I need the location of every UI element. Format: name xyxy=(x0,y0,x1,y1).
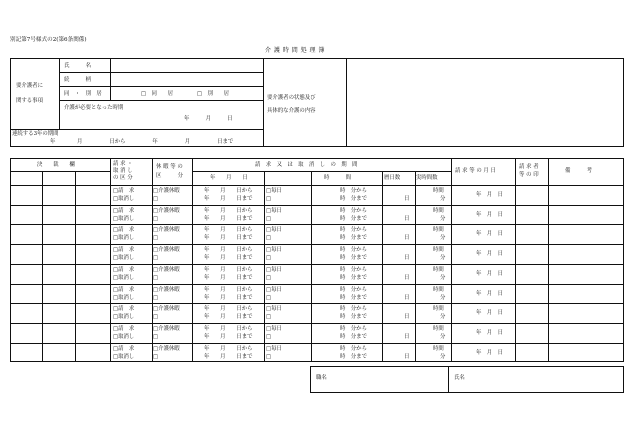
row-3-request-option[interactable]: □請 求 xyxy=(113,247,135,254)
row-1-time-to[interactable]: 時 分まで xyxy=(340,215,367,222)
row-5-date-to[interactable]: 年 月 日まで xyxy=(204,294,253,301)
row-5-daily-option[interactable]: □毎日 xyxy=(266,286,282,293)
row-3-hours-unit: 時間 xyxy=(433,247,444,254)
header-request-date: 請 求 等 の 月 日 xyxy=(455,168,496,174)
row-2-time-from[interactable]: 時 分から xyxy=(340,227,367,234)
row-6-remarks-field[interactable] xyxy=(549,304,623,322)
row-0-seal-field[interactable] xyxy=(516,186,547,204)
row-6-other-leave-option[interactable]: □ xyxy=(153,314,159,321)
row-2-seal-field[interactable] xyxy=(516,225,547,243)
row-4-daily-option[interactable]: □毎日 xyxy=(266,266,282,273)
header-date: 年 月 日 xyxy=(210,175,248,181)
row-3-care-leave-option[interactable]: □介護休暇 xyxy=(153,247,180,254)
row-7-time-to[interactable]: 時 分まで xyxy=(340,333,367,340)
row-7-care-leave-option[interactable]: □介護休暇 xyxy=(153,325,180,332)
row-1-daily-option[interactable]: □毎日 xyxy=(266,207,282,214)
row-6-time-to[interactable]: 時 分まで xyxy=(340,314,367,321)
need-date-value[interactable]: 年 月 日 xyxy=(184,116,233,122)
row-8-request-option[interactable]: □請 求 xyxy=(113,345,135,352)
row-1-date-to[interactable]: 年 月 日まで xyxy=(204,215,253,222)
header-time: 時 間 xyxy=(324,175,351,181)
row-8-seal-field[interactable] xyxy=(516,344,547,362)
row-2-other-leave-option[interactable]: □ xyxy=(153,235,159,242)
name-field[interactable] xyxy=(111,59,262,71)
row-6-time-from[interactable]: 時 分から xyxy=(340,306,367,313)
row-6-minutes-unit: 分 xyxy=(440,314,446,321)
row-8-other-option[interactable]: □ xyxy=(266,353,272,360)
row-7-time-from[interactable]: 時 分から xyxy=(340,325,367,332)
row-3-minutes-unit: 分 xyxy=(440,255,446,262)
row-2-remarks-field[interactable] xyxy=(549,225,623,243)
row-6-care-leave-option[interactable]: □介護休暇 xyxy=(153,306,180,313)
row-0-time-from[interactable]: 時 分から xyxy=(340,188,367,194)
row-5-date-from[interactable]: 年 月 日から xyxy=(204,286,253,293)
row-4-care-leave-option[interactable]: □介護休暇 xyxy=(153,266,180,273)
row-1-request-option[interactable]: □請 求 xyxy=(113,207,135,214)
row-7-days-unit: 日 xyxy=(404,333,410,340)
row-4-date-from[interactable]: 年 月 日から xyxy=(204,266,253,273)
header-seal-2: 等 の 印 xyxy=(519,172,539,178)
row-7-seal-field[interactable] xyxy=(516,324,547,342)
row-1-time-from[interactable]: 時 分から xyxy=(340,207,367,214)
row-1-remarks-field[interactable] xyxy=(549,206,623,224)
row-1-other-option[interactable]: □ xyxy=(266,215,272,222)
signer-name-label: 氏名 xyxy=(454,375,465,381)
row-6-hours-unit: 時間 xyxy=(433,306,444,313)
row-0-time-to[interactable]: 時 分まで xyxy=(340,196,367,202)
row-2-time-to[interactable]: 時 分まで xyxy=(340,235,367,242)
row-3-date-from[interactable]: 年 月 日から xyxy=(204,247,253,254)
row-7-minutes-unit: 分 xyxy=(440,333,446,340)
row-3-daily-option[interactable]: □毎日 xyxy=(266,247,282,254)
header-calendar-days: 暦日数 xyxy=(384,175,401,181)
row-7-remarks-field[interactable] xyxy=(549,324,623,342)
row-3-time-to[interactable]: 時 分まで xyxy=(340,255,367,262)
row-3-request-date[interactable]: 年 月 日 xyxy=(476,251,503,258)
row-7-date-from[interactable]: 年 月 日から xyxy=(204,325,253,332)
row-3-time-from[interactable]: 時 分から xyxy=(340,247,367,254)
condition-label-1: 要介護者の状態及び xyxy=(267,95,316,101)
signer-name-field[interactable] xyxy=(478,367,622,392)
row-4-minutes-unit: 分 xyxy=(440,274,446,281)
row-5-remarks-field[interactable] xyxy=(549,285,623,303)
row-0-date-to[interactable]: 年 月 日まで xyxy=(204,196,253,202)
row-0-date-from[interactable]: 年 月 日から xyxy=(204,188,253,194)
row-5-hours-unit: 時間 xyxy=(433,286,444,293)
row-8-other-leave-option[interactable]: □ xyxy=(153,353,159,360)
condition-field[interactable] xyxy=(347,59,623,146)
row-2-request-option[interactable]: □請 求 xyxy=(113,227,135,234)
row-7-cancel-option[interactable]: □取消し xyxy=(113,333,135,340)
row-7-date-to[interactable]: 年 月 日まで xyxy=(204,333,253,340)
row-0-other-leave-option[interactable]: □ xyxy=(153,196,159,202)
row-1-hours-unit: 時間 xyxy=(433,207,444,214)
row-0-hours-unit: 時間 xyxy=(433,188,444,194)
row-3-days-unit: 日 xyxy=(404,255,410,262)
header-leave-type-2: 区 分 xyxy=(156,173,183,179)
row-4-hours-unit: 時間 xyxy=(433,266,444,273)
row-1-days-unit: 日 xyxy=(404,215,410,222)
row-5-care-leave-option[interactable]: □介護休暇 xyxy=(153,286,180,293)
need-date-label: 介護が必要となった時期 xyxy=(64,105,124,111)
header-period: 請 求 又 は 取 消 し の 期 間 xyxy=(255,162,358,168)
row-4-days-unit: 日 xyxy=(404,274,410,281)
row-2-request-date[interactable]: 年 月 日 xyxy=(476,231,503,238)
name-label: 氏 名 xyxy=(64,63,91,69)
row-6-days-unit: 日 xyxy=(404,314,410,321)
row-8-care-leave-option[interactable]: □介護休暇 xyxy=(153,345,180,352)
row-4-date-to[interactable]: 年 月 日まで xyxy=(204,274,253,281)
row-8-date-from[interactable]: 年 月 日から xyxy=(204,345,253,352)
row-1-other-leave-option[interactable]: □ xyxy=(153,215,159,222)
row-8-days-unit: 日 xyxy=(404,353,410,360)
cohabit-label: 同 ・ 別 居 xyxy=(64,91,102,97)
form-number-label: 別記第7号様式の2(第6条関係) xyxy=(10,37,87,43)
row-1-request-date[interactable]: 年 月 日 xyxy=(476,211,503,218)
row-6-request-option[interactable]: □請 求 xyxy=(113,306,135,313)
condition-label-2: 具体的な介護の内容 xyxy=(267,108,316,114)
row-8-remarks-field[interactable] xyxy=(549,344,623,362)
row-3-other-leave-option[interactable]: □ xyxy=(153,255,159,262)
cohabit-option-together[interactable]: □ 同 居 xyxy=(141,91,174,97)
row-6-date-from[interactable]: 年 月 日から xyxy=(204,306,253,313)
row-2-other-option[interactable]: □ xyxy=(266,235,272,242)
row-8-minutes-unit: 分 xyxy=(440,353,446,360)
row-0-care-leave-option[interactable]: □介護休暇 xyxy=(153,188,180,194)
row-6-date-to[interactable]: 年 月 日まで xyxy=(204,314,253,321)
header-remarks: 備 考 xyxy=(565,168,592,174)
person-label-1: 要介護者に xyxy=(16,83,43,89)
header-request-cancel-1: 請 求 ・ xyxy=(113,161,133,167)
row-1-minutes-unit: 分 xyxy=(440,215,446,222)
row-7-daily-option[interactable]: □毎日 xyxy=(266,325,282,332)
row-4-cancel-option[interactable]: □取消し xyxy=(113,274,135,281)
row-5-minutes-unit: 分 xyxy=(440,294,446,301)
row-0-minutes-unit: 分 xyxy=(440,196,446,202)
period-value[interactable]: 年 月 日から 年 月 日まで xyxy=(50,139,234,145)
row-0-daily-option[interactable]: □毎日 xyxy=(266,188,282,194)
row-6-cancel-option[interactable]: □取消し xyxy=(113,314,135,321)
row-7-hours-unit: 時間 xyxy=(433,325,444,332)
row-2-minutes-unit: 分 xyxy=(440,235,446,242)
row-2-days-unit: 日 xyxy=(404,235,410,242)
row-0-cancel-option[interactable]: □取消し xyxy=(113,196,135,202)
row-5-other-leave-option[interactable]: □ xyxy=(153,294,159,301)
row-7-request-option[interactable]: □請 求 xyxy=(113,325,135,332)
header-leave-type-1: 休 暇 等 の xyxy=(156,164,183,170)
row-4-time-to[interactable]: 時 分まで xyxy=(340,274,367,281)
row-4-remarks-field[interactable] xyxy=(549,265,623,283)
row-8-daily-option[interactable]: □毎日 xyxy=(266,345,282,352)
row-4-seal-field[interactable] xyxy=(516,265,547,283)
row-4-request-date[interactable]: 年 月 日 xyxy=(476,270,503,277)
row-6-seal-field[interactable] xyxy=(516,304,547,322)
row-1-cancel-option[interactable]: □取消し xyxy=(113,215,135,222)
row-2-daily-option[interactable]: □毎日 xyxy=(266,227,282,234)
row-1-date-from[interactable]: 年 月 日から xyxy=(204,207,253,214)
row-5-time-to[interactable]: 時 分まで xyxy=(340,294,367,301)
row-8-date-to[interactable]: 年 月 日まで xyxy=(204,353,253,360)
row-0-request-date[interactable]: 年 月 日 xyxy=(476,192,503,198)
row-5-request-date[interactable]: 年 月 日 xyxy=(476,290,503,297)
row-7-other-leave-option[interactable]: □ xyxy=(153,333,159,340)
row-0-remarks-field[interactable] xyxy=(549,186,623,204)
row-5-other-option[interactable]: □ xyxy=(266,294,272,301)
row-3-other-option[interactable]: □ xyxy=(266,255,272,262)
row-5-seal-field[interactable] xyxy=(516,285,547,303)
row-6-daily-option[interactable]: □毎日 xyxy=(266,306,282,313)
row-2-care-leave-option[interactable]: □介護休暇 xyxy=(153,227,180,234)
row-3-seal-field[interactable] xyxy=(516,245,547,263)
row-7-other-option[interactable]: □ xyxy=(266,333,272,340)
relation-label: 続 柄 xyxy=(64,77,91,83)
row-2-hours-unit: 時間 xyxy=(433,227,444,234)
page-title: 介 護 時 間 処 理 簿 xyxy=(265,47,325,54)
position-field[interactable] xyxy=(340,367,446,392)
row-6-other-option[interactable]: □ xyxy=(266,314,272,321)
row-3-cancel-option[interactable]: □取消し xyxy=(113,255,135,262)
row-5-request-option[interactable]: □請 求 xyxy=(113,286,135,293)
row-4-request-option[interactable]: □請 求 xyxy=(113,266,135,273)
header-actual-hours: 実時間数 xyxy=(416,175,438,181)
row-4-time-from[interactable]: 時 分から xyxy=(340,266,367,273)
row-5-cancel-option[interactable]: □取消し xyxy=(113,294,135,301)
person-label-2: 関する事項 xyxy=(16,98,43,104)
row-0-request-option[interactable]: □請 求 xyxy=(113,188,135,194)
header-seal-1: 請 求 者 xyxy=(519,164,539,170)
row-8-time-to[interactable]: 時 分まで xyxy=(340,353,367,360)
row-4-other-leave-option[interactable]: □ xyxy=(153,274,159,281)
row-5-days-unit: 日 xyxy=(404,294,410,301)
row-3-remarks-field[interactable] xyxy=(549,245,623,263)
header-request-cancel-3: の 区 分 xyxy=(113,175,133,181)
row-0-days-unit: 日 xyxy=(404,196,410,202)
row-6-request-date[interactable]: 年 月 日 xyxy=(476,310,503,317)
row-8-cancel-option[interactable]: □取消し xyxy=(113,353,135,360)
row-1-care-leave-option[interactable]: □介護休暇 xyxy=(153,207,180,214)
row-3-date-to[interactable]: 年 月 日まで xyxy=(204,255,253,262)
row-4-other-option[interactable]: □ xyxy=(266,274,272,281)
row-8-time-from[interactable]: 時 分から xyxy=(340,345,367,352)
row-0-other-option[interactable]: □ xyxy=(266,196,272,202)
row-5-time-from[interactable]: 時 分から xyxy=(340,286,367,293)
position-label: 職名 xyxy=(316,375,327,381)
period-label: 連続する3年の期間 xyxy=(12,131,59,137)
row-2-date-to[interactable]: 年 月 日まで xyxy=(204,235,253,242)
header-decision: 決 裁 欄 xyxy=(37,162,75,168)
header-request-cancel-2: 取 消 し xyxy=(113,168,133,174)
row-1-seal-field[interactable] xyxy=(516,206,547,224)
row-8-hours-unit: 時間 xyxy=(433,345,444,352)
row-8-request-date[interactable]: 年 月 日 xyxy=(476,349,503,356)
row-2-cancel-option[interactable]: □取消し xyxy=(113,235,135,242)
row-2-date-from[interactable]: 年 月 日から xyxy=(204,227,253,234)
relation-field[interactable] xyxy=(111,73,262,85)
cohabit-option-separate[interactable]: □ 別 居 xyxy=(197,91,230,97)
row-7-request-date[interactable]: 年 月 日 xyxy=(476,329,503,336)
